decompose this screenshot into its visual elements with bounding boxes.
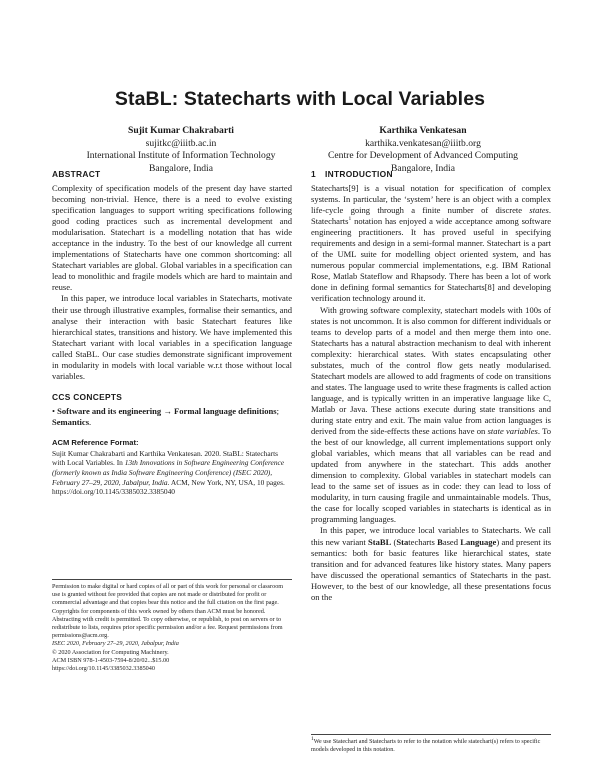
ccs-item: Formal language definitions <box>174 405 277 416</box>
author-name: Sujit Kumar Chakrabarti <box>128 125 234 136</box>
arrow: → <box>163 405 172 416</box>
permission-venue: ISEC 2020, February 27–29, 2020, Jabalpur, India <box>52 640 179 648</box>
ccs-item: Software and its engineering <box>57 405 162 416</box>
author-name: Karthika Venkatesan <box>379 125 467 136</box>
emphasis: states <box>529 205 549 216</box>
text: ( <box>391 536 397 547</box>
intro-paragraph-3 <box>311 525 551 602</box>
author-location: Bangalore, India <box>391 162 455 174</box>
ccs-item: Semantics <box>52 417 90 428</box>
text: . Statecharts <box>311 205 551 227</box>
isbn: ACM ISBN 978-1-4503-7594-8/20/02...$15.00 <box>52 656 170 664</box>
footnote-number: 1 <box>311 735 314 742</box>
intro-heading <box>311 168 551 180</box>
bullet: • <box>52 405 55 416</box>
copyright: © 2020 Association for Computing Machinery. <box>52 648 169 656</box>
emphasis: Sta <box>396 536 409 547</box>
author-email: sujitkc@iiitb.ac.in <box>145 137 217 149</box>
ccs-heading: CCS CONCEPTS <box>52 391 123 402</box>
footnote <box>311 734 551 754</box>
emphasis: L <box>460 536 466 547</box>
ccs-concepts <box>52 406 292 429</box>
paper-title: StaBL: Statecharts with Local Variables <box>114 88 486 110</box>
emphasis: anguage <box>465 536 497 547</box>
right-column <box>311 168 551 603</box>
text: With growing software complexity, statechart models with 100s of states is not uncommon. It is also common for different individuals or teams to develop parts of a model and then merge them into one. Statecharts has a natural abstraction mechanism to deal with inherent complexity: hierarchical states. With states encapsulating other substates, much of the control flow gets neatly modularised. Statechart models are allowed to add fragments of code on transitions and states. The language used to write these fragments is called action language, and is typically written in an imperative language like C, Matlab or Java. These actions execute during state transitions and during state entry and exit. The main value from action languages is derived from the side-effects these actions have on <box>311 304 551 437</box>
separator: ; <box>276 405 279 416</box>
left-column <box>52 168 292 497</box>
period: . <box>89 417 92 428</box>
reference-authors: Sujit Kumar Chakrabarti and Karthika Venkatesan. 2020. StaBL: Statecharts with Local Variables. In <box>52 448 279 468</box>
reference-venue: 13th Innovations in Software Engineering Conference (formerly known as India Software Engineering Conference) (ISEC 2020), February 27–29, 2020, Jabalpur, India. <box>52 458 285 487</box>
author-email: karthika.venkatesan@iiitb.org <box>365 137 481 149</box>
text: notation has enjoyed a wide acceptance among software engineering practitioners. It has proved useful in specifying requirements and design in a semi-formal manner. Statechart is a part of the UML suite for modelling object oriented system, and has numerous popular commercial implementations, e.g. IBM Rational Rose, Matlab Stateflow and Rhapsody. There has been a lot of work done in defining formal semantics for Statecharts[8] and developing verification technology around it. <box>311 216 551 304</box>
doi-link[interactable]: https://doi.org/10.1145/3385032.3385040 <box>52 665 155 673</box>
author-location: Bangalore, India <box>149 162 213 174</box>
footnote-marker: 1 <box>348 216 352 223</box>
abstract-paragraph-2: In this paper, we introduce local variables in Statecharts, motivate their use through illustrative examples, formalise their semantics, and analyse their interaction with basic Statechart features like hierarchical states, transitions and history. We have implemented this Statechart variant with local variables in a specification language called StaBL. Our case studies demonstrate significant improvement in modularity in models with local variable w.r.t those without local variables. <box>52 293 292 381</box>
text: ased <box>442 536 461 547</box>
emphasis: StaBL <box>368 536 392 547</box>
reference-heading: ACM Reference Format: <box>52 437 139 447</box>
text: . To the best of our knowledge, all current implementations support only global variables, which means that all variables can be read and updated from anywhere in the statechart. This adds another dimension to complexity. Global variables in statechart models can lead to the same set of issues as in code: they can lead to loss of modularity, in turn causing fragile and unmaintainable models. Thus, the case for locally scoped variables in statecharts is identical as in programming languages. <box>311 426 551 525</box>
intro-paragraph-1 <box>311 183 551 305</box>
text: techarts <box>408 536 438 547</box>
author-affiliation: Centre for Development of Advanced Computing <box>328 150 518 161</box>
footnote-text: We use Statechart and Statecharts to refer to the notation while statechart(s) refers to specific models developed in this notation. <box>311 739 541 753</box>
reference-rest: ACM, New York, NY, USA, 10 pages. https://doi.org/10.1145/3385032.3385040 <box>52 477 285 497</box>
emphasis: B <box>437 536 443 547</box>
abstract-paragraph-1: Complexity of specification models of the present day have started becoming non-trivial. Hence, there is a need to evolve existing specification languages to support writing specifications following good coding practices such as incremental development and modularisation. Statechart is a modelling notation that has wide acceptance in the industry. To the best of our knowledge all current implementations of Statecharts have one common shortcoming: all Statechart variables are global. Global variables in a specification can lead to monolithic and fragile models which are hard to maintain and reuse. <box>52 183 292 293</box>
permission-block <box>52 579 292 673</box>
permission-text: Permission to make digital or hard copies of all or part of this work for personal or classroom use is granted without fee provided that copies are not made or distributed for profit or commercial advantage and that copies bear this notice and the full citation on the first page. Copyrights for components of this work owned by others than ACM must be honored. Abstracting with credit is permitted. To copy otherwise, or republish, to post on servers or to redistribute to lists, requires prior specific permission and/or a fee. Request permissions from permissions@acm.org. <box>52 583 284 640</box>
section-title: INTRODUCTION <box>325 169 393 179</box>
section-number: 1 <box>311 169 316 179</box>
text: Statecharts[9] is a visual notation for specification of complex systems. In particular, the ‘system’ here is an object with a complex life-cycle going through a finite number of discrete <box>311 183 551 216</box>
intro-paragraph-2 <box>311 305 551 526</box>
text: In this paper, we introduce local variables to Statecharts. We call this new variant <box>311 525 551 547</box>
abstract-heading: ABSTRACT <box>52 169 101 179</box>
text: ) and present its semantics: both for basic features like hierarchical states, state transition and for advanced features like history states. Many papers have discussed the operational semantics of Statecharts in the past. However, to the best of our knowledge, all these presentations focus on the <box>311 536 552 602</box>
reference-format <box>52 449 292 497</box>
emphasis: state variables <box>487 426 538 437</box>
author-affiliation: International Institute of Information Technology <box>86 150 276 161</box>
